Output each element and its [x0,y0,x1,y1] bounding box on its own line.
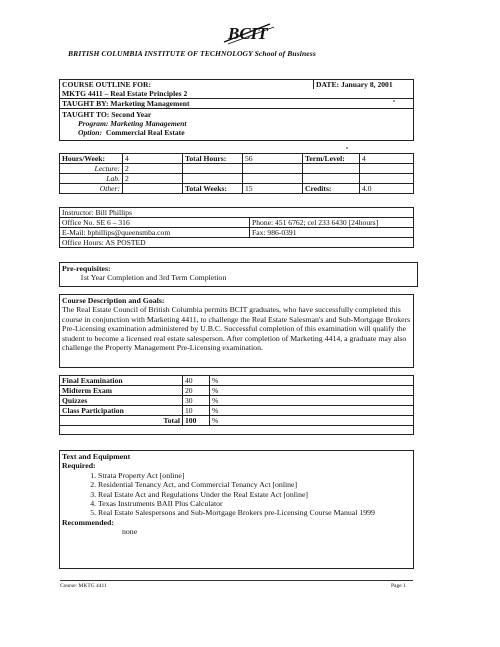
evaluation-table [59,375,414,435]
term-level-label: Term/Level: [303,154,360,164]
eval-row [60,396,414,406]
required-item: 2. Residential Tenancy Act, and Commercial Tenancy Act [online] [98,480,411,489]
eval-unit: % [210,406,414,416]
office-hours: Office Hours: AS POSTED [60,238,414,248]
program-value: Marketing Management [110,119,187,128]
eval-label: Quizzes [60,396,183,406]
eval-label: Class Participation [60,406,183,416]
footer-course: Course: MKTG 4411 [60,583,107,589]
total-weeks-label: Total Weeks: [183,184,243,194]
office-number: Office No. SE 6 – 316 [60,218,250,228]
institution-name: BRITISH COLUMBIA INSTITUTE OF TECHNOLOGY School of Business [68,49,316,58]
taught-to: TAUGHT TO: Second Year [62,110,152,119]
description-label: Course Description and Goals: [62,296,165,305]
eval-total-value: 100 [183,416,210,426]
total-weeks-value: 15 [243,184,303,194]
description-text: The Real Estate Council of British Columbia permits BCIT graduates, who have successfully completed this course in conjunction with Marketing 4411, to challenge the Real Estate Salesman's and Sub-Mortgage Brokers Pre-Licensing examination administered by U.B.C. Successful completion of this examination will qualify the student to become a licensed real estate salesperson. After completion of Marketing 4414, a graduate may also challenge the Property Management Pre-Licensing examination. [62,305,411,353]
phone: Phone: 451 6762; cel 233 6430 [24hours] [250,218,414,228]
required-item: 4. Texas Instruments BAII Plus Calculator [98,499,411,508]
lecture-label: Lecture: [60,164,123,174]
lab-value: 2 [123,174,183,184]
recommended-value: none [122,527,138,537]
credits-label: Credits: [303,184,360,194]
prerequisites-text: 1st Year Completion and 3rd Term Completion [80,273,227,283]
email: E-Mail: bphillips@queensmba.com [60,228,250,238]
eval-unit: % [210,386,414,396]
text-equipment-label: Text and Equipment [62,452,131,461]
eval-value: 10 [183,406,210,416]
eval-blank-row [60,426,414,435]
required-list [62,471,411,518]
footer-rule [60,580,413,581]
bcit-logo [220,20,278,46]
eval-row [60,376,414,386]
eval-value: 40 [183,376,210,386]
required-item: 3. Real Estate Act and Regulations Under the Real Estate Act [online] [98,490,411,499]
credits-value: 4.0 [360,184,414,194]
instructor-name: Instructor: Bill Phillips [60,208,414,218]
required-item: 1. Strata Property Act [online] [98,471,411,480]
prerequisites-box [59,262,418,287]
prerequisites-label: Pre-requisites: [62,264,111,273]
eval-unit: % [210,396,414,406]
lab-label: Lab. [60,174,123,184]
footer-page: Page 1 [391,583,406,589]
eval-total-label: Total [60,416,183,426]
description-box [59,294,414,368]
scan-speck [393,100,395,102]
fax: Fax: 986-0391 [250,228,414,238]
option-label: Option: [78,128,103,137]
required-label: Required: [62,461,96,471]
total-hours-value: 56 [243,154,303,164]
eval-total-unit: % [210,416,414,426]
option-value: Commercial Real Estate [105,128,185,137]
hours-week-value: 4 [123,154,183,164]
eval-value: 20 [183,386,210,396]
taught-by: TAUGHT BY: Marketing Management [60,99,414,109]
eval-label: Final Examination [60,376,183,386]
eval-unit: % [210,376,414,386]
text-equipment-box [59,450,414,569]
eval-label: Midterm Exam [60,386,183,396]
hours-table [59,153,414,194]
svg-text:BCIT: BCIT [228,24,268,43]
taught-to-cell [60,109,414,141]
course-date: DATE: January 8, 2001 [314,80,414,90]
term-level-value: 4 [360,154,414,164]
program-label: Program: [78,119,109,128]
other-label: Other: [60,184,123,194]
course-outline-table [59,79,414,141]
course-code-title: MKTG 4411 – Real Estate Principles 2 [60,89,414,99]
lecture-value: 2 [123,164,183,174]
hours-week-label: Hours/Week: [60,154,123,164]
recommended-label: Recommended: [62,517,114,527]
eval-row [60,386,414,396]
required-item: 5. Real Estate Salespersons and Sub-Mortgage Brokers pre-Licensing Course Manual 1999 [98,508,411,517]
instructor-table [59,207,414,248]
eval-row [60,406,414,416]
outline-label: COURSE OUTLINE FOR: [60,80,314,90]
scan-speck [346,147,348,149]
total-hours-label: Total Hours: [183,154,243,164]
eval-value: 30 [183,396,210,406]
